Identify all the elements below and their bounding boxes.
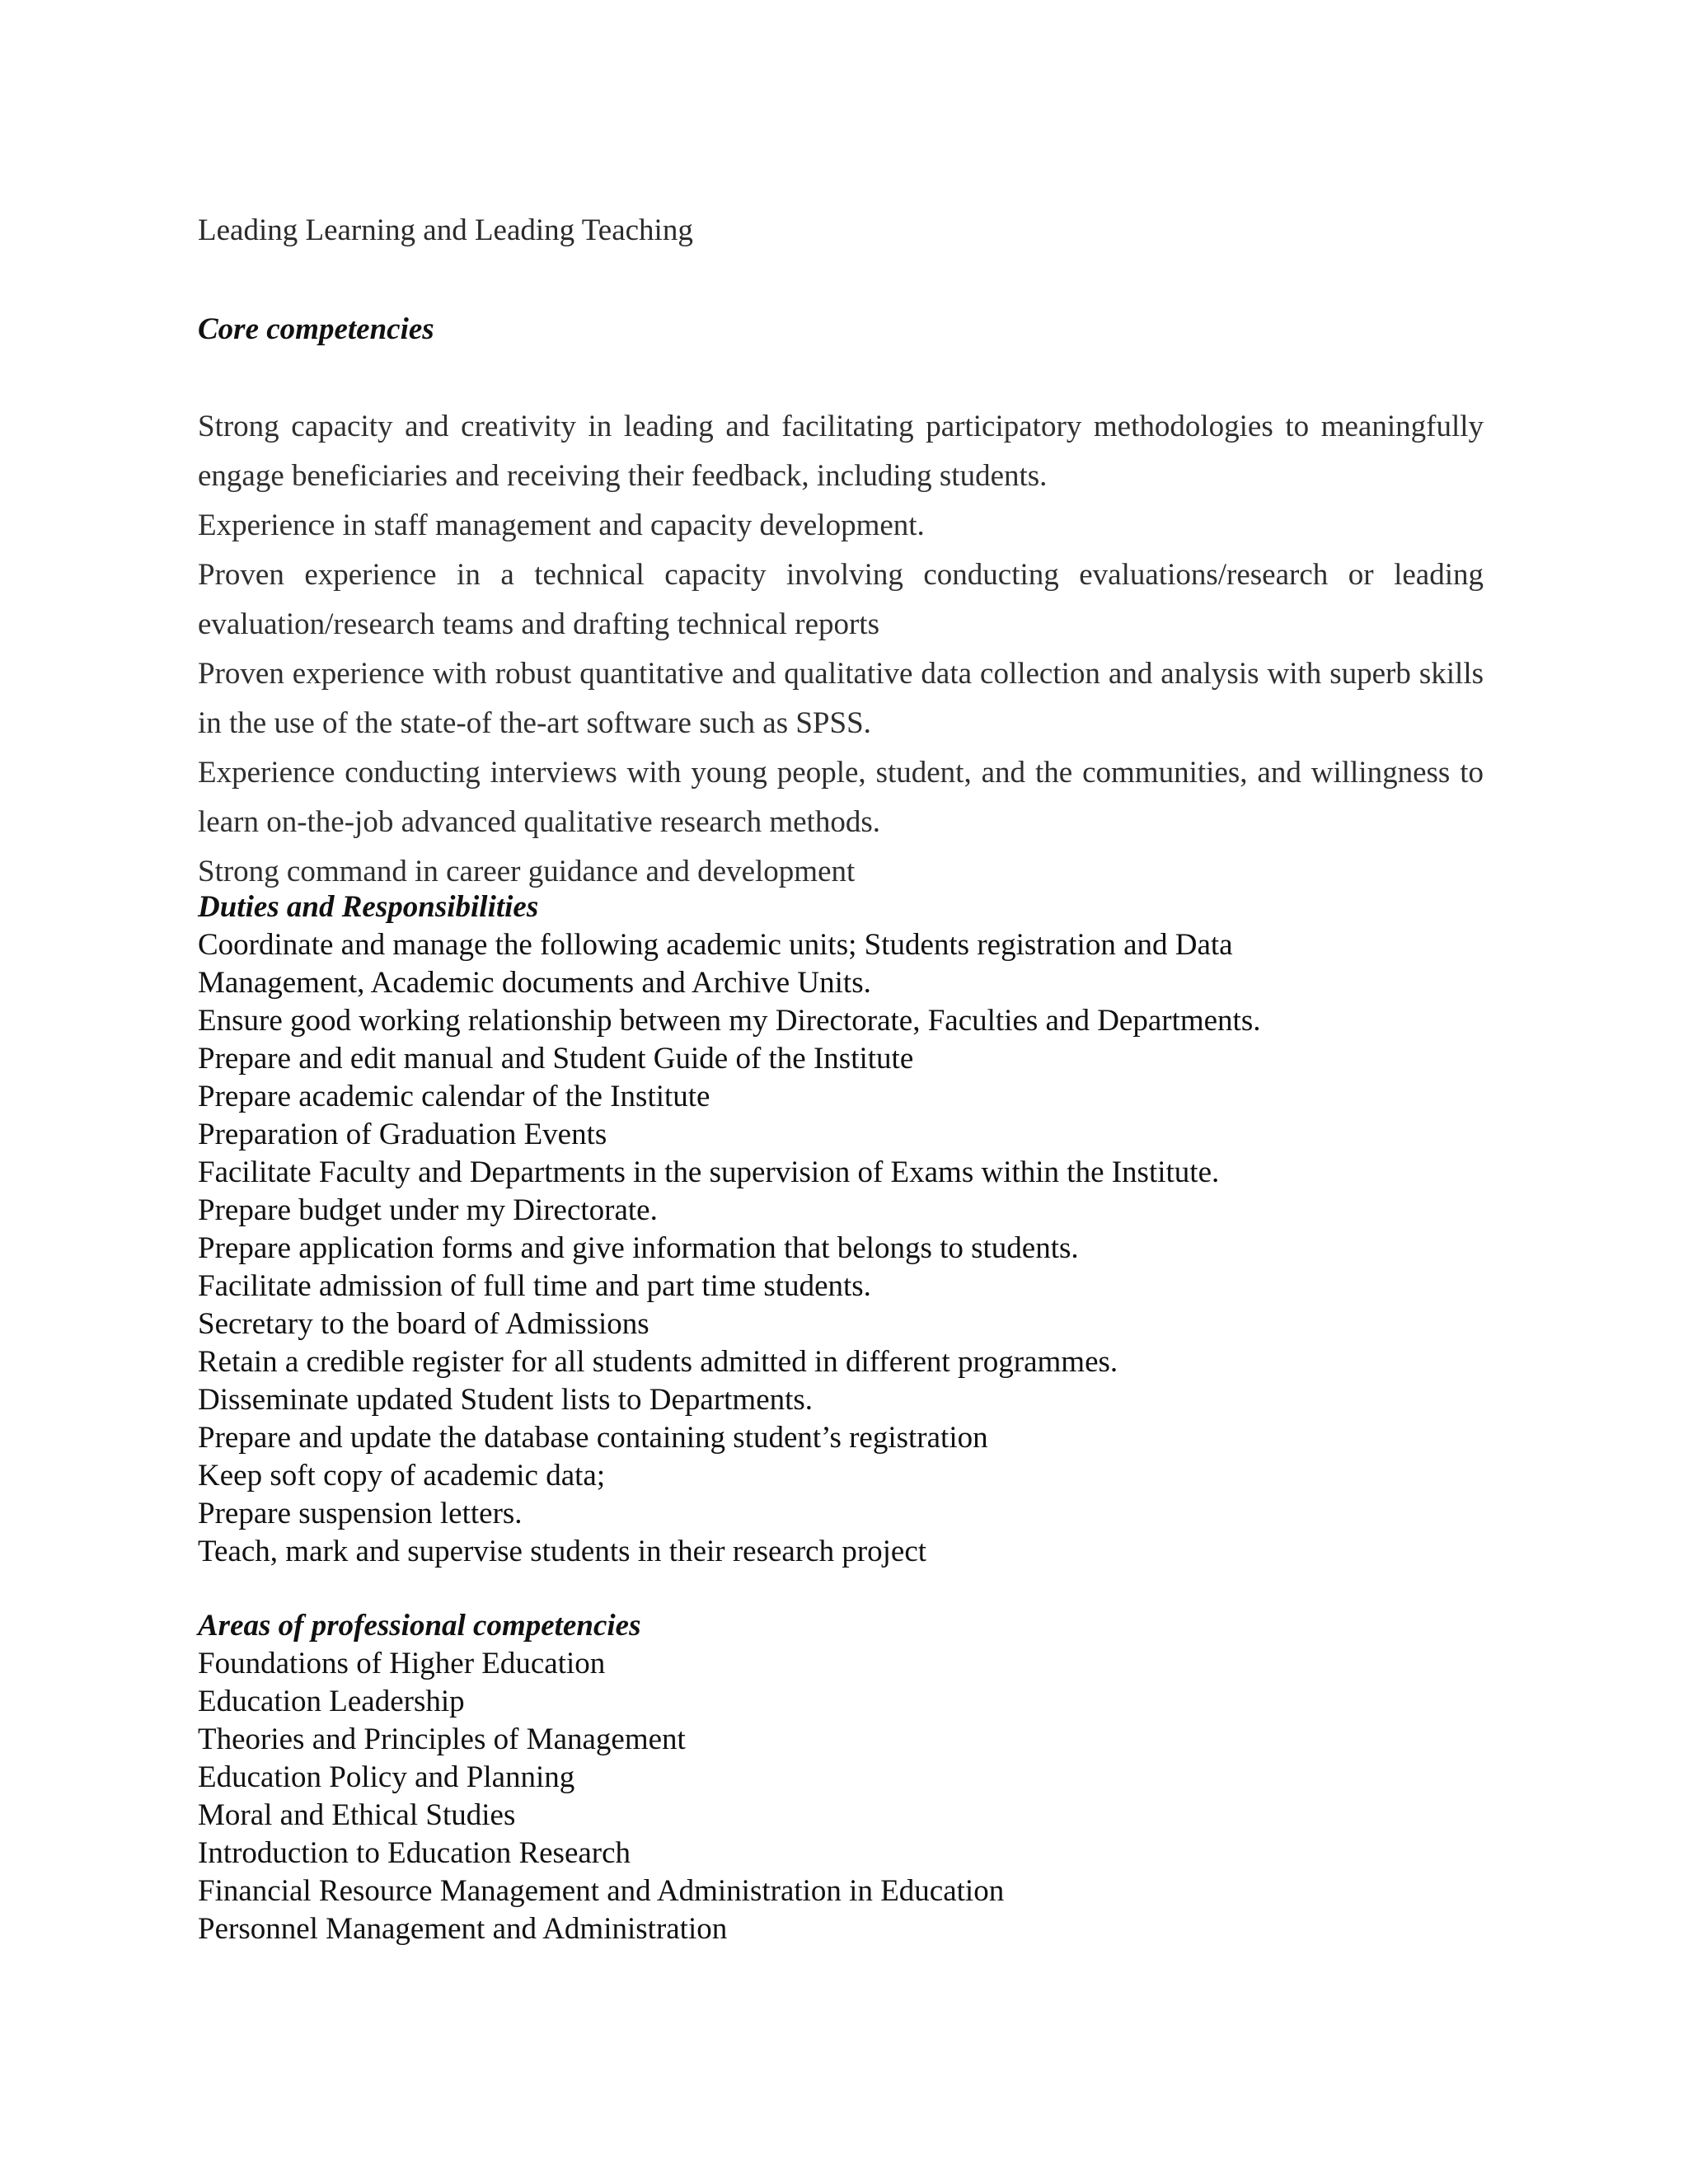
list-item: Prepare suspension letters. bbox=[198, 1497, 523, 1530]
core-competencies-heading: Core competencies bbox=[198, 312, 434, 346]
list-item: Experience conducting interviews with young people, student, and the communities, and willingness to learn on-the-job advanced qualitative research methods. bbox=[198, 756, 1484, 839]
list-item: Preparation of Graduation Events bbox=[198, 1118, 607, 1151]
areas-list bbox=[198, 1645, 1484, 1948]
duties-heading: Duties and Responsibilities bbox=[198, 890, 539, 924]
list-item: Secretary to the board of Admissions bbox=[198, 1307, 649, 1341]
list-item: Disseminate updated Student lists to Departments. bbox=[198, 1383, 814, 1417]
list-item: Retain a credible register for all students admitted in different programmes. bbox=[198, 1345, 1118, 1379]
core-competencies-list bbox=[198, 402, 1484, 897]
list-item: Facilitate Faculty and Departments in the supervision of Exams within the Institute. bbox=[198, 1155, 1220, 1189]
list-item: Prepare application forms and give information that belongs to students. bbox=[198, 1231, 1079, 1265]
duties-list bbox=[198, 926, 1484, 1571]
list-item: Financial Resource Management and Administration in Education bbox=[198, 1874, 1005, 1908]
list-item: Strong command in career guidance and development bbox=[198, 855, 856, 888]
list-item: Introduction to Education Research bbox=[198, 1836, 631, 1870]
list-item: Teach, mark and supervise students in their research project bbox=[198, 1535, 927, 1568]
list-item: Facilitate admission of full time and part time students. bbox=[198, 1269, 871, 1303]
list-item: Strong capacity and creativity in leading and facilitating participatory methodologies to meaningfully engage beneficiaries and receiving their feedback, including students. bbox=[198, 410, 1484, 493]
list-item: Education Leadership bbox=[198, 1685, 465, 1718]
list-item: Proven experience with robust quantitative and qualitative data collection and analysis with superb skills in the use of the state-of the-art software such as SPSS. bbox=[198, 657, 1484, 740]
list-item: Personnel Management and Administration bbox=[198, 1912, 728, 1946]
list-item: Management, Academic documents and Archive Units. bbox=[198, 966, 871, 1000]
list-item: Prepare academic calendar of the Institute bbox=[198, 1080, 710, 1113]
list-item: Ensure good working relationship between my Directorate, Faculties and Departments. bbox=[198, 1004, 1261, 1038]
list-item: Keep soft copy of academic data; bbox=[198, 1459, 606, 1493]
document-title: Leading Learning and Leading Teaching bbox=[198, 213, 693, 247]
list-item: Education Policy and Planning bbox=[198, 1760, 575, 1794]
areas-heading: Areas of professional competencies bbox=[198, 1609, 641, 1643]
list-item: Prepare and update the database containing student’s registration bbox=[198, 1421, 988, 1455]
list-item: Experience in staff management and capacity development. bbox=[198, 509, 925, 542]
list-item: Prepare and edit manual and Student Guide of the Institute bbox=[198, 1042, 914, 1076]
list-item: Prepare budget under my Directorate. bbox=[198, 1193, 658, 1227]
list-item: Theories and Principles of Management bbox=[198, 1722, 686, 1756]
list-item: Foundations of Higher Education bbox=[198, 1647, 606, 1680]
list-item: Moral and Ethical Studies bbox=[198, 1798, 516, 1832]
list-item: Coordinate and manage the following academic units; Students registration and Data bbox=[198, 928, 1233, 962]
list-item: Proven experience in a technical capacity involving conducting evaluations/research or leading evaluation/research teams and drafting technical reports bbox=[198, 558, 1484, 641]
